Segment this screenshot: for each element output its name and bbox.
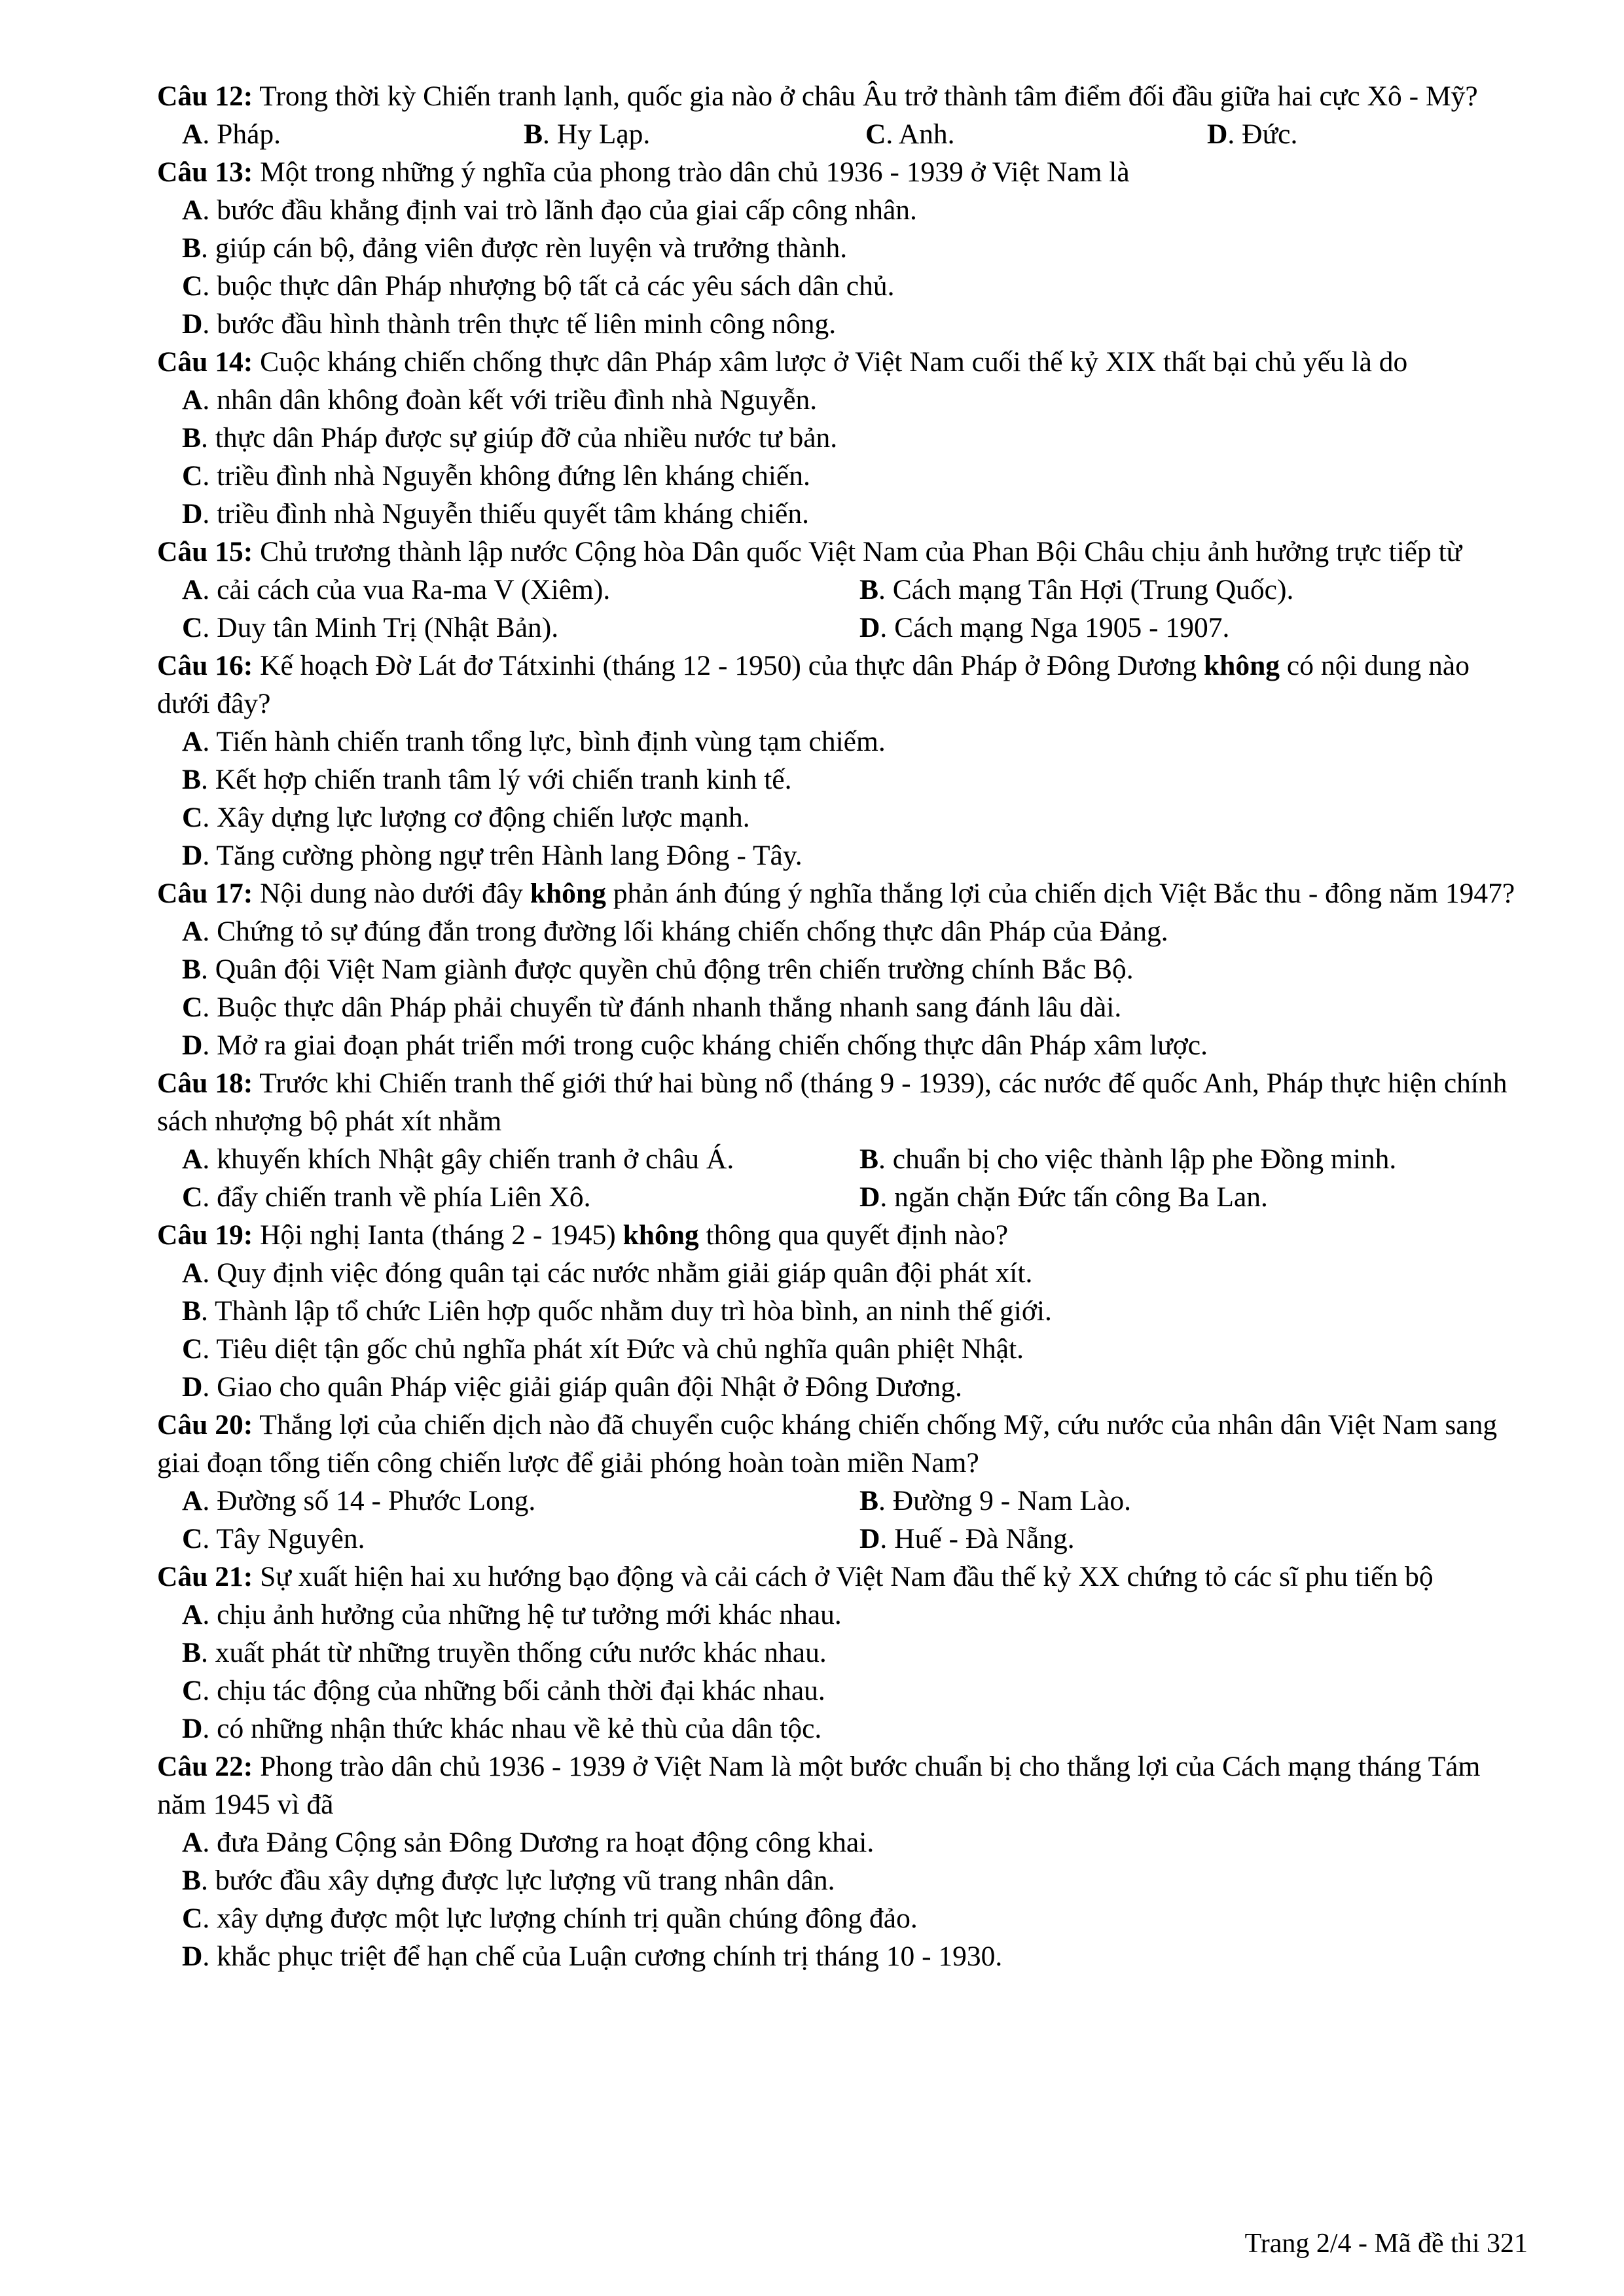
option-text: . Xây dựng lực lượng cơ động chiến lược mạnh. (202, 802, 750, 833)
option-text: . Duy tân Minh Trị (Nhật Bản). (202, 612, 559, 643)
option-a[interactable] (182, 1140, 859, 1178)
option-b[interactable] (157, 229, 1528, 267)
question-20 (157, 1406, 1528, 1558)
option-letter: C (182, 460, 203, 492)
question-label: Câu 15: (157, 536, 253, 567)
option-b[interactable] (157, 419, 1528, 457)
option-letter: A (182, 916, 203, 947)
stem-text: Kế hoạch Đờ Lát đơ Tátxinhi (tháng 12 - 1950) của thực dân Pháp ở Đông Dương (253, 650, 1204, 681)
answer-options (157, 571, 1528, 647)
option-letter: D (859, 1523, 880, 1554)
option-text: . Anh. (886, 118, 955, 150)
option-b[interactable] (859, 1140, 1553, 1178)
option-b[interactable] (157, 761, 1528, 798)
option-text: . Kết hợp chiến tranh tâm lý với chiến tranh kinh tế. (201, 764, 792, 795)
option-text: . Cách mạng Tân Hợi (Trung Quốc). (878, 574, 1294, 605)
option-a[interactable] (157, 1254, 1528, 1292)
question-stem (157, 647, 1528, 723)
option-c[interactable] (157, 798, 1528, 836)
option-letter: C (182, 270, 203, 302)
option-letter: D (859, 612, 880, 643)
stem-text: Thắng lợi của chiến dịch nào đã chuyển cuộc kháng chiến chống Mỹ, cứu nước của nhân dân Việt Nam sang giai đoạn tổng tiến công chiến lược để giải phóng hoàn toàn miền Nam? (157, 1409, 1498, 1479)
option-a[interactable] (157, 1823, 1528, 1861)
option-letter: A (182, 384, 203, 416)
option-text: . Mở ra giai đoạn phát triển mới trong cuộc kháng chiến chống thực dân Pháp xâm lược. (202, 1030, 1208, 1061)
exam-page (157, 77, 1528, 1975)
option-text: . Tăng cường phòng ngự trên Hành lang Đông - Tây. (202, 840, 803, 871)
stem-text: thông qua quyết định nào? (698, 1219, 1009, 1251)
option-text: . khắc phục triệt để hạn chế của Luận cương chính trị tháng 10 - 1930. (202, 1941, 1003, 1972)
option-text: . Cách mạng Nga 1905 - 1907. (880, 612, 1230, 643)
option-b[interactable] (524, 115, 865, 153)
question-17 (157, 874, 1528, 1064)
option-letter: D (182, 1371, 203, 1403)
answer-options (157, 1140, 1528, 1216)
option-text: . buộc thực dân Pháp nhượng bộ tất cả các yêu sách dân chủ. (202, 270, 895, 302)
option-text: . xuất phát từ những truyền thống cứu nước khác nhau. (201, 1637, 827, 1668)
option-letter: B (182, 954, 202, 985)
option-text: . Quy định việc đóng quân tại các nước nhằm giải giáp quân đội phát xít. (202, 1257, 1033, 1289)
page-footer: Trang 2/4 - Mã đề thi 321 (1244, 2229, 1528, 2259)
option-letter: B (859, 1143, 879, 1175)
question-stem (157, 153, 1528, 191)
option-text: . chịu ảnh hưởng của những hệ tư tưởng mới khác nhau. (202, 1599, 842, 1630)
option-text: . ngăn chặn Đức tấn công Ba Lan. (880, 1181, 1268, 1213)
option-text: . Đường số 14 - Phước Long. (202, 1485, 536, 1516)
option-letter: D (182, 308, 203, 340)
answer-options (157, 912, 1528, 1064)
option-letter: A (182, 1599, 203, 1630)
option-c[interactable] (157, 457, 1528, 495)
stem-text: Phong trào dân chủ 1936 - 1939 ở Việt Nam là một bước chuẩn bị cho thắng lợi của Cách mạng tháng Tám năm 1945 vì đã (157, 1751, 1481, 1820)
option-text: . triều đình nhà Nguyễn không đứng lên kháng chiến. (202, 460, 810, 492)
option-letter: D (182, 1030, 203, 1061)
option-c[interactable] (157, 1672, 1528, 1710)
option-letter: C (182, 612, 203, 643)
option-d[interactable] (157, 836, 1528, 874)
option-letter: B (182, 1637, 202, 1668)
stem-text: Nội dung nào dưới đây (253, 878, 530, 909)
question-label: Câu 22: (157, 1751, 253, 1782)
question-19 (157, 1216, 1528, 1406)
question-label: Câu 16: (157, 650, 253, 681)
question-18 (157, 1064, 1528, 1216)
option-letter: B (182, 232, 202, 264)
option-text: . Đức. (1227, 118, 1298, 150)
option-b[interactable] (157, 1634, 1528, 1672)
option-letter: A (182, 194, 203, 226)
option-a[interactable] (157, 912, 1528, 950)
question-label: Câu 13: (157, 156, 253, 188)
option-letter: B (859, 1485, 879, 1516)
option-text: . triều đình nhà Nguyễn thiếu quyết tâm kháng chiến. (202, 498, 809, 529)
option-letter: D (182, 840, 203, 871)
option-text: . bước đầu khẳng định vai trò lãnh đạo của giai cấp công nhân. (202, 194, 917, 226)
option-a[interactable] (182, 571, 859, 609)
option-text: . thực dân Pháp được sự giúp đỡ của nhiều nước tư bản. (201, 422, 838, 454)
option-text: . khuyến khích Nhật gây chiến tranh ở châu Á. (202, 1143, 734, 1175)
option-d[interactable] (859, 1178, 1553, 1216)
stem-text: Một trong những ý nghĩa của phong trào dân chủ 1936 - 1939 ở Việt Nam là (253, 156, 1130, 188)
option-a[interactable] (157, 381, 1528, 419)
option-a[interactable] (157, 191, 1528, 229)
question-stem (157, 1558, 1528, 1596)
question-stem (157, 874, 1528, 912)
question-16 (157, 647, 1528, 874)
option-d[interactable] (859, 1520, 1553, 1558)
option-letter: A (182, 726, 203, 757)
question-stem (157, 1748, 1528, 1823)
option-letter: C (182, 802, 203, 833)
option-letter: A (182, 574, 203, 605)
question-label: Câu 21: (157, 1561, 253, 1592)
option-letter: C (182, 1903, 203, 1934)
option-letter: B (182, 764, 202, 795)
answer-options (157, 381, 1528, 533)
option-letter: D (859, 1181, 880, 1213)
option-d[interactable] (157, 1026, 1528, 1064)
option-letter: B (182, 1295, 202, 1327)
question-label: Câu 17: (157, 878, 253, 909)
option-text: . chịu tác động của những bối cảnh thời đại khác nhau. (202, 1675, 825, 1706)
option-c[interactable] (182, 1178, 859, 1216)
option-b[interactable] (157, 1861, 1528, 1899)
option-text: . Hy Lạp. (543, 118, 651, 150)
option-text: . có những nhận thức khác nhau về kẻ thù của dân tộc. (202, 1713, 822, 1744)
option-c[interactable] (865, 115, 1207, 153)
option-letter: A (182, 1485, 203, 1516)
question-stem (157, 1064, 1528, 1140)
stem-text: Trong thời kỳ Chiến tranh lạnh, quốc gia nào ở châu Âu trở thành tâm điểm đối đầu giữa hai cực Xô - Mỹ? (253, 81, 1478, 112)
option-b[interactable] (157, 1292, 1528, 1330)
option-letter: B (859, 574, 879, 605)
stem-text: Sự xuất hiện hai xu hướng bạo động và cải cách ở Việt Nam đầu thế kỷ XX chứng tỏ các sĩ phu tiến bộ (253, 1561, 1434, 1592)
option-text: . xây dựng được một lực lượng chính trị quần chúng đông đảo. (202, 1903, 918, 1934)
option-text: . Tây Nguyên. (202, 1523, 365, 1554)
question-21 (157, 1558, 1528, 1748)
option-d[interactable] (859, 609, 1553, 647)
question-12 (157, 77, 1528, 153)
option-c[interactable] (182, 609, 859, 647)
option-text: . Quân đội Việt Nam giành được quyền chủ động trên chiến trường chính Bắc Bộ. (201, 954, 1134, 985)
stem-text: Cuộc kháng chiến chống thực dân Pháp xâm lược ở Việt Nam cuối thế kỷ XIX thất bại chủ yếu là do (253, 346, 1408, 378)
answer-options (157, 1254, 1528, 1406)
stem-emphasis: không (623, 1219, 699, 1251)
option-letter: B (182, 422, 202, 454)
option-a[interactable] (182, 115, 524, 153)
option-text: . bước đầu xây dựng được lực lượng vũ trang nhân dân. (201, 1865, 835, 1896)
option-b[interactable] (859, 1482, 1553, 1520)
option-text: . đẩy chiến tranh về phía Liên Xô. (202, 1181, 591, 1213)
option-letter: C (182, 1181, 203, 1213)
answer-options (157, 1823, 1528, 1975)
option-letter: C (865, 118, 886, 150)
option-text: . Thành lập tổ chức Liên hợp quốc nhằm duy trì hòa bình, an ninh thế giới. (201, 1295, 1052, 1327)
option-letter: C (182, 1675, 203, 1706)
option-text: . Buộc thực dân Pháp phải chuyển từ đánh nhanh thắng nhanh sang đánh lâu dài. (202, 992, 1122, 1023)
option-letter: D (1207, 118, 1228, 150)
option-text: . Đường 9 - Nam Lào. (878, 1485, 1132, 1516)
answer-options (157, 1482, 1528, 1558)
option-c[interactable] (157, 988, 1528, 1026)
question-14 (157, 343, 1528, 533)
option-letter: A (182, 1143, 203, 1175)
question-15 (157, 533, 1528, 647)
option-letter: B (524, 118, 543, 150)
option-text: . Huế - Đà Nẵng. (880, 1523, 1075, 1554)
option-letter: C (182, 992, 203, 1023)
question-label: Câu 14: (157, 346, 253, 378)
question-stem (157, 343, 1528, 381)
answer-options (157, 115, 1528, 153)
option-d[interactable] (157, 1368, 1528, 1406)
question-13 (157, 153, 1528, 343)
option-c[interactable] (157, 1899, 1528, 1937)
option-text: . Tiêu diệt tận gốc chủ nghĩa phát xít Đức và chủ nghĩa quân phiệt Nhật. (202, 1333, 1024, 1365)
option-letter: D (182, 1713, 203, 1744)
question-label: Câu 19: (157, 1219, 253, 1251)
option-d[interactable] (157, 1937, 1528, 1975)
stem-text: phản ánh đúng ý nghĩa thắng lợi của chiến dịch Việt Bắc thu - đông năm 1947? (605, 878, 1515, 909)
stem-emphasis: không (530, 878, 606, 909)
question-label: Câu 12: (157, 81, 253, 112)
question-stem (157, 1216, 1528, 1254)
option-text: . bước đầu hình thành trên thực tế liên minh công nông. (202, 308, 837, 340)
option-a[interactable] (157, 723, 1528, 761)
option-c[interactable] (157, 1330, 1528, 1368)
option-text: . cải cách của vua Ra-ma V (Xiêm). (202, 574, 611, 605)
option-text: . Giao cho quân Pháp việc giải giáp quân đội Nhật ở Đông Dương. (202, 1371, 962, 1403)
option-b[interactable] (859, 571, 1553, 609)
option-d[interactable] (157, 495, 1528, 533)
answer-options (157, 1596, 1528, 1748)
stem-text: Chủ trương thành lập nước Cộng hòa Dân quốc Việt Nam của Phan Bội Châu chịu ảnh hưởng trực tiếp từ (253, 536, 1462, 567)
option-text: . giúp cán bộ, đảng viên được rèn luyện và trưởng thành. (201, 232, 848, 264)
question-stem (157, 77, 1528, 115)
option-letter: B (182, 1865, 202, 1896)
answer-options (157, 191, 1528, 343)
option-text: . nhân dân không đoàn kết với triều đình nhà Nguyễn. (202, 384, 818, 416)
option-text: . Chứng tỏ sự đúng đắn trong đường lối kháng chiến chống thực dân Pháp của Đảng. (202, 916, 1168, 947)
stem-text: Trước khi Chiến tranh thế giới thứ hai bùng nổ (tháng 9 - 1939), các nước đế quốc Anh, Pháp thực hiện chính sách nhượng bộ phát xít nhằm (157, 1067, 1507, 1137)
answer-options (157, 723, 1528, 874)
option-c[interactable] (182, 1520, 859, 1558)
stem-text: có nội dung nào dưới đây? (157, 650, 1470, 719)
option-letter: A (182, 1827, 203, 1858)
option-b[interactable] (157, 950, 1528, 988)
option-c[interactable] (157, 267, 1528, 305)
stem-emphasis: không (1203, 650, 1280, 681)
option-text: . Tiến hành chiến tranh tổng lực, bình định vùng tạm chiếm. (202, 726, 886, 757)
option-d[interactable] (157, 1710, 1528, 1748)
question-stem (157, 1406, 1528, 1482)
option-a[interactable] (182, 1482, 859, 1520)
option-text: . Pháp. (202, 118, 281, 150)
question-label: Câu 20: (157, 1409, 253, 1441)
option-letter: A (182, 1257, 203, 1289)
option-letter: C (182, 1523, 203, 1554)
option-letter: D (182, 498, 203, 529)
option-letter: C (182, 1333, 203, 1365)
question-label: Câu 18: (157, 1067, 253, 1099)
question-22 (157, 1748, 1528, 1975)
option-d[interactable] (157, 305, 1528, 343)
question-stem (157, 533, 1528, 571)
option-text: . chuẩn bị cho việc thành lập phe Đồng minh. (878, 1143, 1397, 1175)
option-text: . đưa Đảng Cộng sản Đông Dương ra hoạt động công khai. (202, 1827, 875, 1858)
stem-text: Hội nghị Ianta (tháng 2 - 1945) (253, 1219, 623, 1251)
option-a[interactable] (157, 1596, 1528, 1634)
option-letter: A (182, 118, 203, 150)
option-d[interactable] (1207, 115, 1528, 153)
option-letter: D (182, 1941, 203, 1972)
